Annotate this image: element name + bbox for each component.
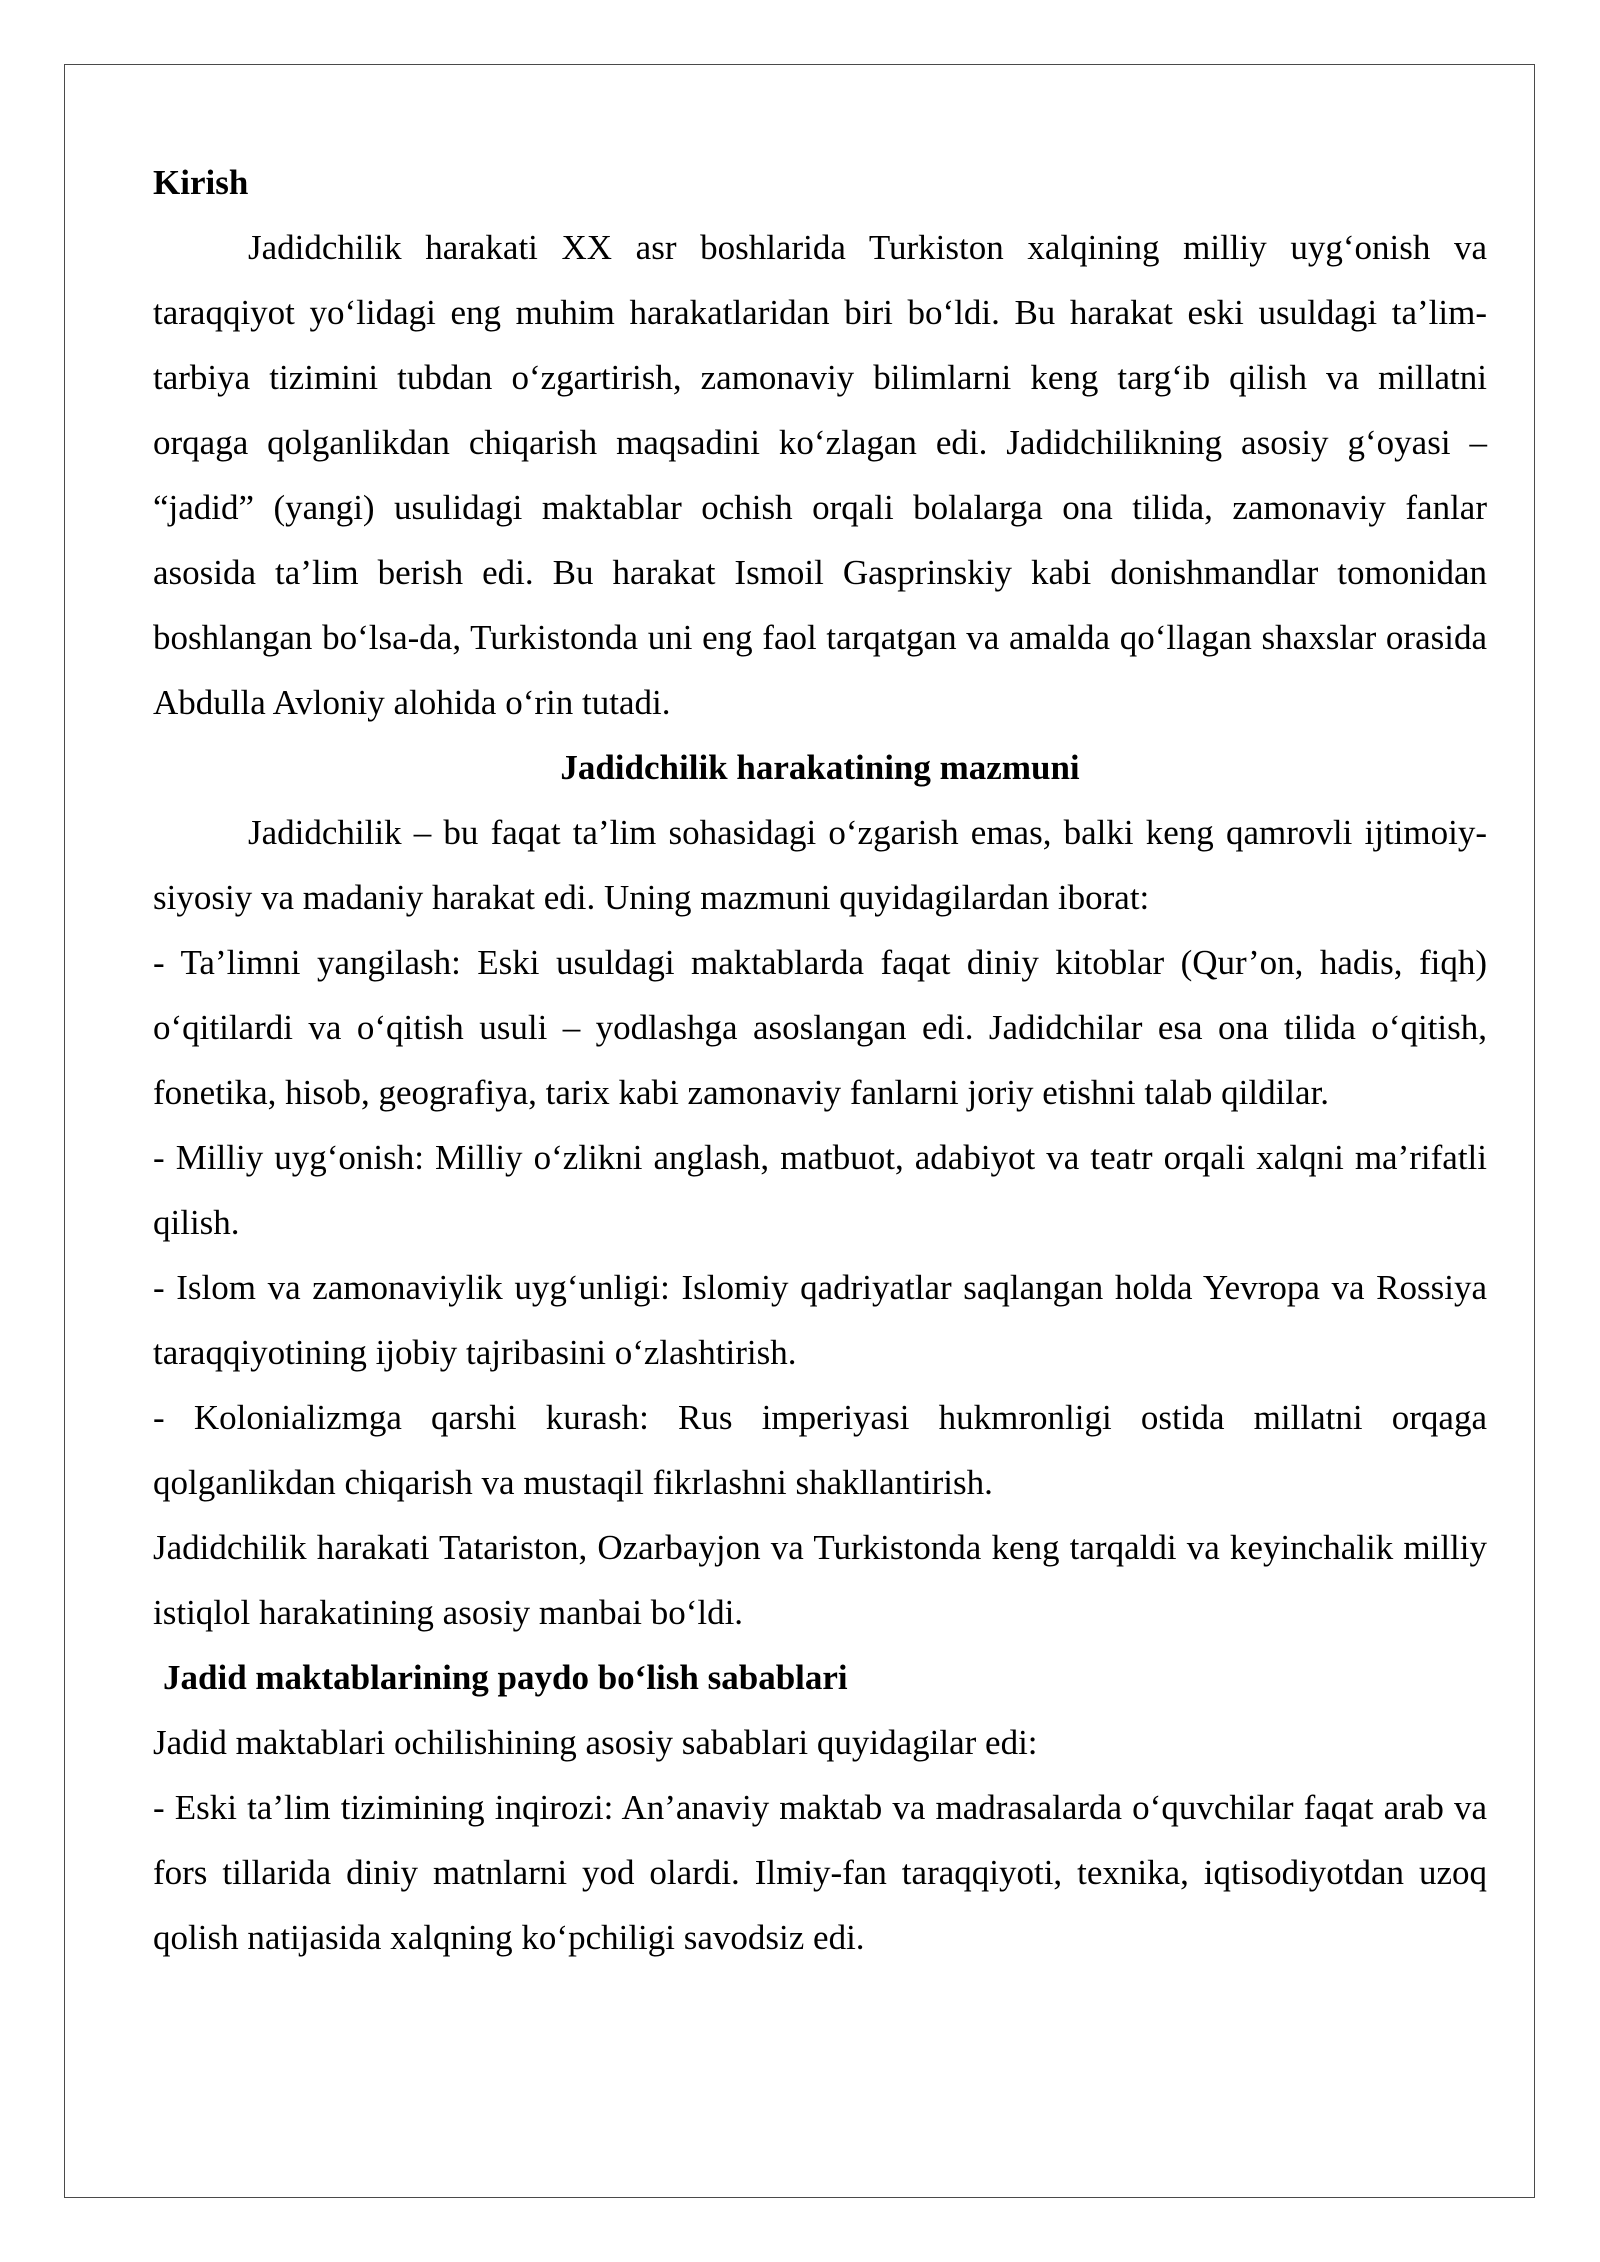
intro-paragraph: Jadidchilik harakati XX asr boshlarida Turkiston xalqining milliy uyg‘onish va taraqqiyot yo‘lidagi eng muhim harakatlaridan biri bo‘ldi. Bu harakat eski usuldagi ta’lim-tarbiya tizimini tubdan o‘zgartirish, zamonaviy bilimlarni keng targ‘ib qilish va millatni orqaga qolganlikdan chiqarish maqsadini ko‘zlagan edi. Jadidchilikning asosiy g‘oyasi – “jadid” (yangi) usulidagi maktablar ochish orqali bolalarga ona tilida, zamonaviy fanlar asosida ta’lim berish edi. Bu harakat Ismoil Gasprinskiy kabi donishmandlar tomonidan boshlangan bo‘lsa-da, Turkistonda uni eng faol tarqatgan va amalda qo‘llagan shaxslar orasida Abdulla Avloniy alohida o‘rin tutadi. — [153, 228, 1487, 722]
section1-closing: Jadidchilik harakati Tatariston, Ozarbayjon va Turkistonda keng tarqaldi va keyinchalik milliy istiqlol harakatining asosiy manbai bo‘ldi. — [153, 1528, 1487, 1632]
section1-item: - Ta’limni yangilash: Eski usuldagi maktablarda faqat diniy kitoblar (Qur’on, hadis, fiqh) o‘qitilardi va o‘qitish usuli – yodlashga asoslangan edi. Jadidchilar esa ona tilida o‘qitish, fonetika, hisob, geografiya, tarix kabi zamonaviy fanlarni joriy etishni talab qildilar. — [153, 943, 1487, 1112]
intro-heading: Kirish — [153, 163, 249, 202]
section1-heading: Jadidchilik harakatining mazmuni — [560, 748, 1080, 787]
section1-item: - Kolonializmga qarshi kurash: Rus imperiyasi hukmronligi ostida millatni orqaga qolganlikdan chiqarish va mustaqil fikrlashni shakllantirish. — [153, 1398, 1487, 1502]
section1-item: - Islom va zamonaviylik uyg‘unligi: Islomiy qadriyatlar saqlangan holda Yevropa va Rossiya taraqqiyotining ijobiy tajribasini o‘zlashtirish. — [153, 1268, 1487, 1372]
section2-intro: Jadid maktablari ochilishining asosiy sabablari quyidagilar edi: — [153, 1723, 1038, 1762]
section2-heading: Jadid maktablarining paydo bo‘lish sabablari — [163, 1658, 848, 1697]
section2-item: - Eski ta’lim tizimining inqirozi: An’anaviy maktab va madrasalarda o‘quvchilar faqat arab va fors tillarida diniy matnlarni yod olardi. Ilmiy-fan taraqqiyoti, texnika, iqtisodiyotdan uzoq qolish natijasida xalqning ko‘pchiligi savodsiz edi. — [153, 1788, 1487, 1957]
document-body — [153, 150, 1487, 1970]
section1-item: - Milliy uyg‘onish: Milliy o‘zlikni anglash, matbuot, adabiyot va teatr orqali xalqni ma’rifatli qilish. — [153, 1138, 1487, 1242]
section1-intro: Jadidchilik – bu faqat ta’lim sohasidagi o‘zgarish emas, balki keng qamrovli ijtimoiy-siyosiy va madaniy harakat edi. Uning mazmuni quyidagilardan iborat: — [153, 813, 1487, 917]
